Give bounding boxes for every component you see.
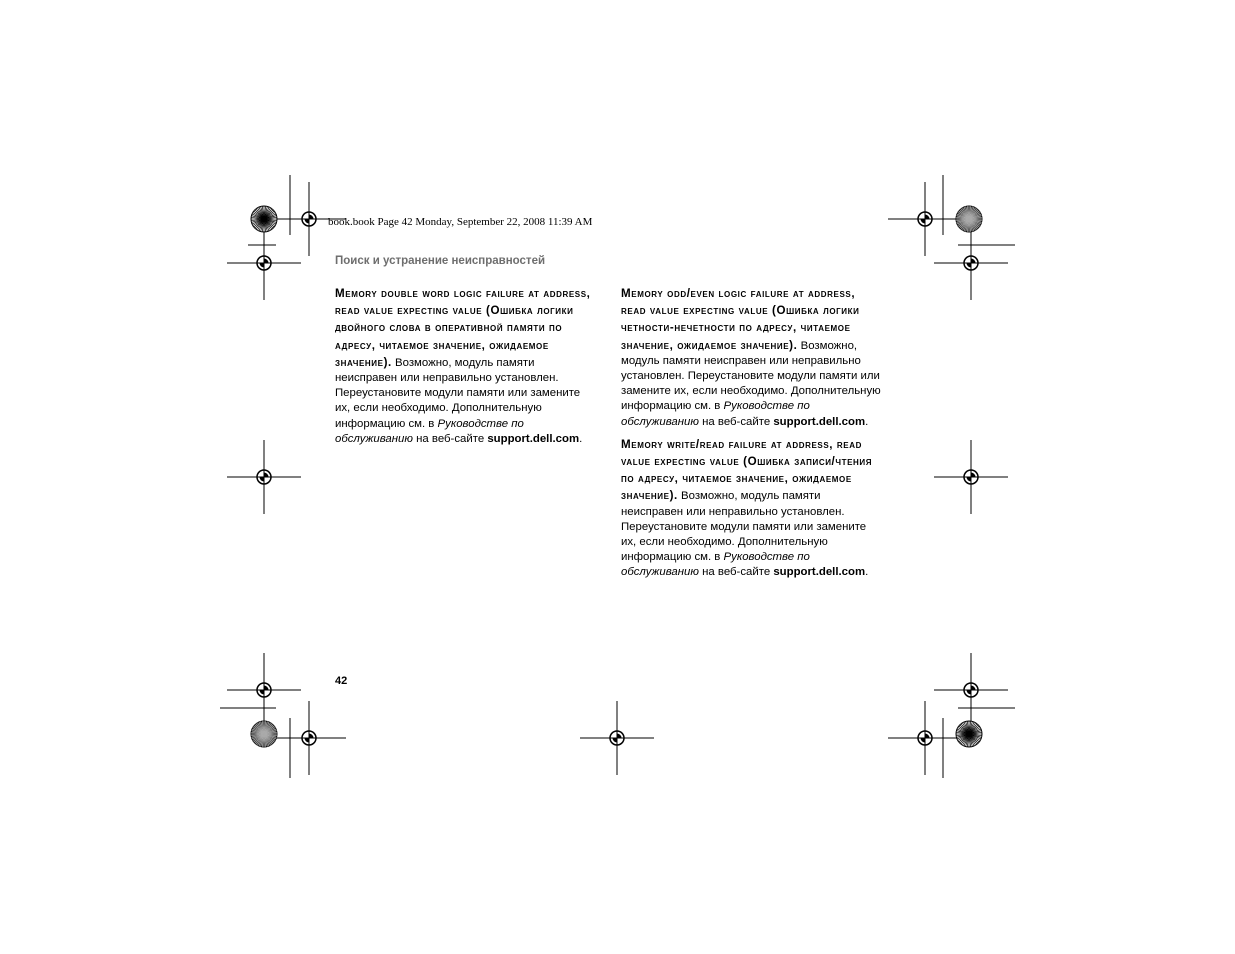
error-entry xyxy=(335,285,597,447)
sentence-end: . xyxy=(579,432,583,445)
registration-target-icon xyxy=(272,701,346,775)
starburst-color-bar-icon xyxy=(956,721,982,747)
registration-target-icon xyxy=(580,701,654,775)
registration-target-icon xyxy=(227,653,301,727)
website-prefix: на веб-сайте xyxy=(698,415,774,428)
print-slug: book.book Page 42 Monday, September 22, 2008 11:39 AM xyxy=(328,216,593,228)
right-column xyxy=(621,285,883,587)
starburst-color-bar-icon xyxy=(251,721,277,747)
error-description: Возможно, модуль памяти неисправен или неправильно установлен. Переустановите модули памяти или замените их, если необходимо. Дополнительную информацию см. в xyxy=(335,356,581,430)
error-description: Возможно, модуль памяти неисправен или неправильно установлен. Переустановите модули памяти или замените их, если необходимо. Дополнительную информацию см. в xyxy=(621,490,867,564)
manual-reference: Руководстве по обслуживанию xyxy=(621,551,810,579)
website-prefix: на веб-сайте xyxy=(698,566,774,579)
error-entry xyxy=(621,436,883,581)
sentence-end: . xyxy=(865,415,869,428)
registration-target-icon xyxy=(227,226,301,300)
manual-reference: Руководстве по обслуживанию xyxy=(621,400,810,428)
error-entry xyxy=(621,285,883,430)
manual-reference: Руководстве по обслуживанию xyxy=(335,417,524,445)
error-heading: Memory odd/even logic failure at address, read value expecting value (Ошибка логики четности-нечетности по адресу, читаемое значение, ожидаемое значение). xyxy=(621,287,860,352)
sentence-end: . xyxy=(865,566,869,579)
page-number: 42 xyxy=(335,675,348,687)
starburst-color-bar-icon xyxy=(956,206,982,232)
registration-target-icon xyxy=(227,440,301,514)
error-description: Возможно, модуль памяти неисправен или неправильно установлен. Переустановите модули памяти или замените их, если необходимо. Дополнительную информацию см. в xyxy=(621,339,881,413)
support-link[interactable]: support.dell.com xyxy=(487,432,580,445)
registration-target-icon xyxy=(888,701,962,775)
registration-target-icon xyxy=(888,182,962,256)
left-column xyxy=(335,285,597,453)
running-head: Поиск и устранение неисправностей xyxy=(335,255,546,267)
error-heading: Memory write/read failure at address, read value expecting value (Ошибка записи/чтения по адресу, читаемое значение, ожидаемое значение). xyxy=(621,437,873,503)
registration-target-icon xyxy=(934,653,1008,727)
support-link[interactable]: support.dell.com xyxy=(773,566,866,579)
error-heading: Memory double word logic failure at address, read value expecting value (Ошибка логики двойного слова в оперативной памяти по адресу, читаемое значение, ожидаемое значение). xyxy=(335,287,591,369)
website-prefix: на веб-сайте xyxy=(412,432,488,445)
support-link[interactable]: support.dell.com xyxy=(773,415,866,428)
starburst-color-bar-icon xyxy=(251,206,277,232)
registration-target-icon xyxy=(934,440,1008,514)
registration-target-icon xyxy=(934,226,1008,300)
